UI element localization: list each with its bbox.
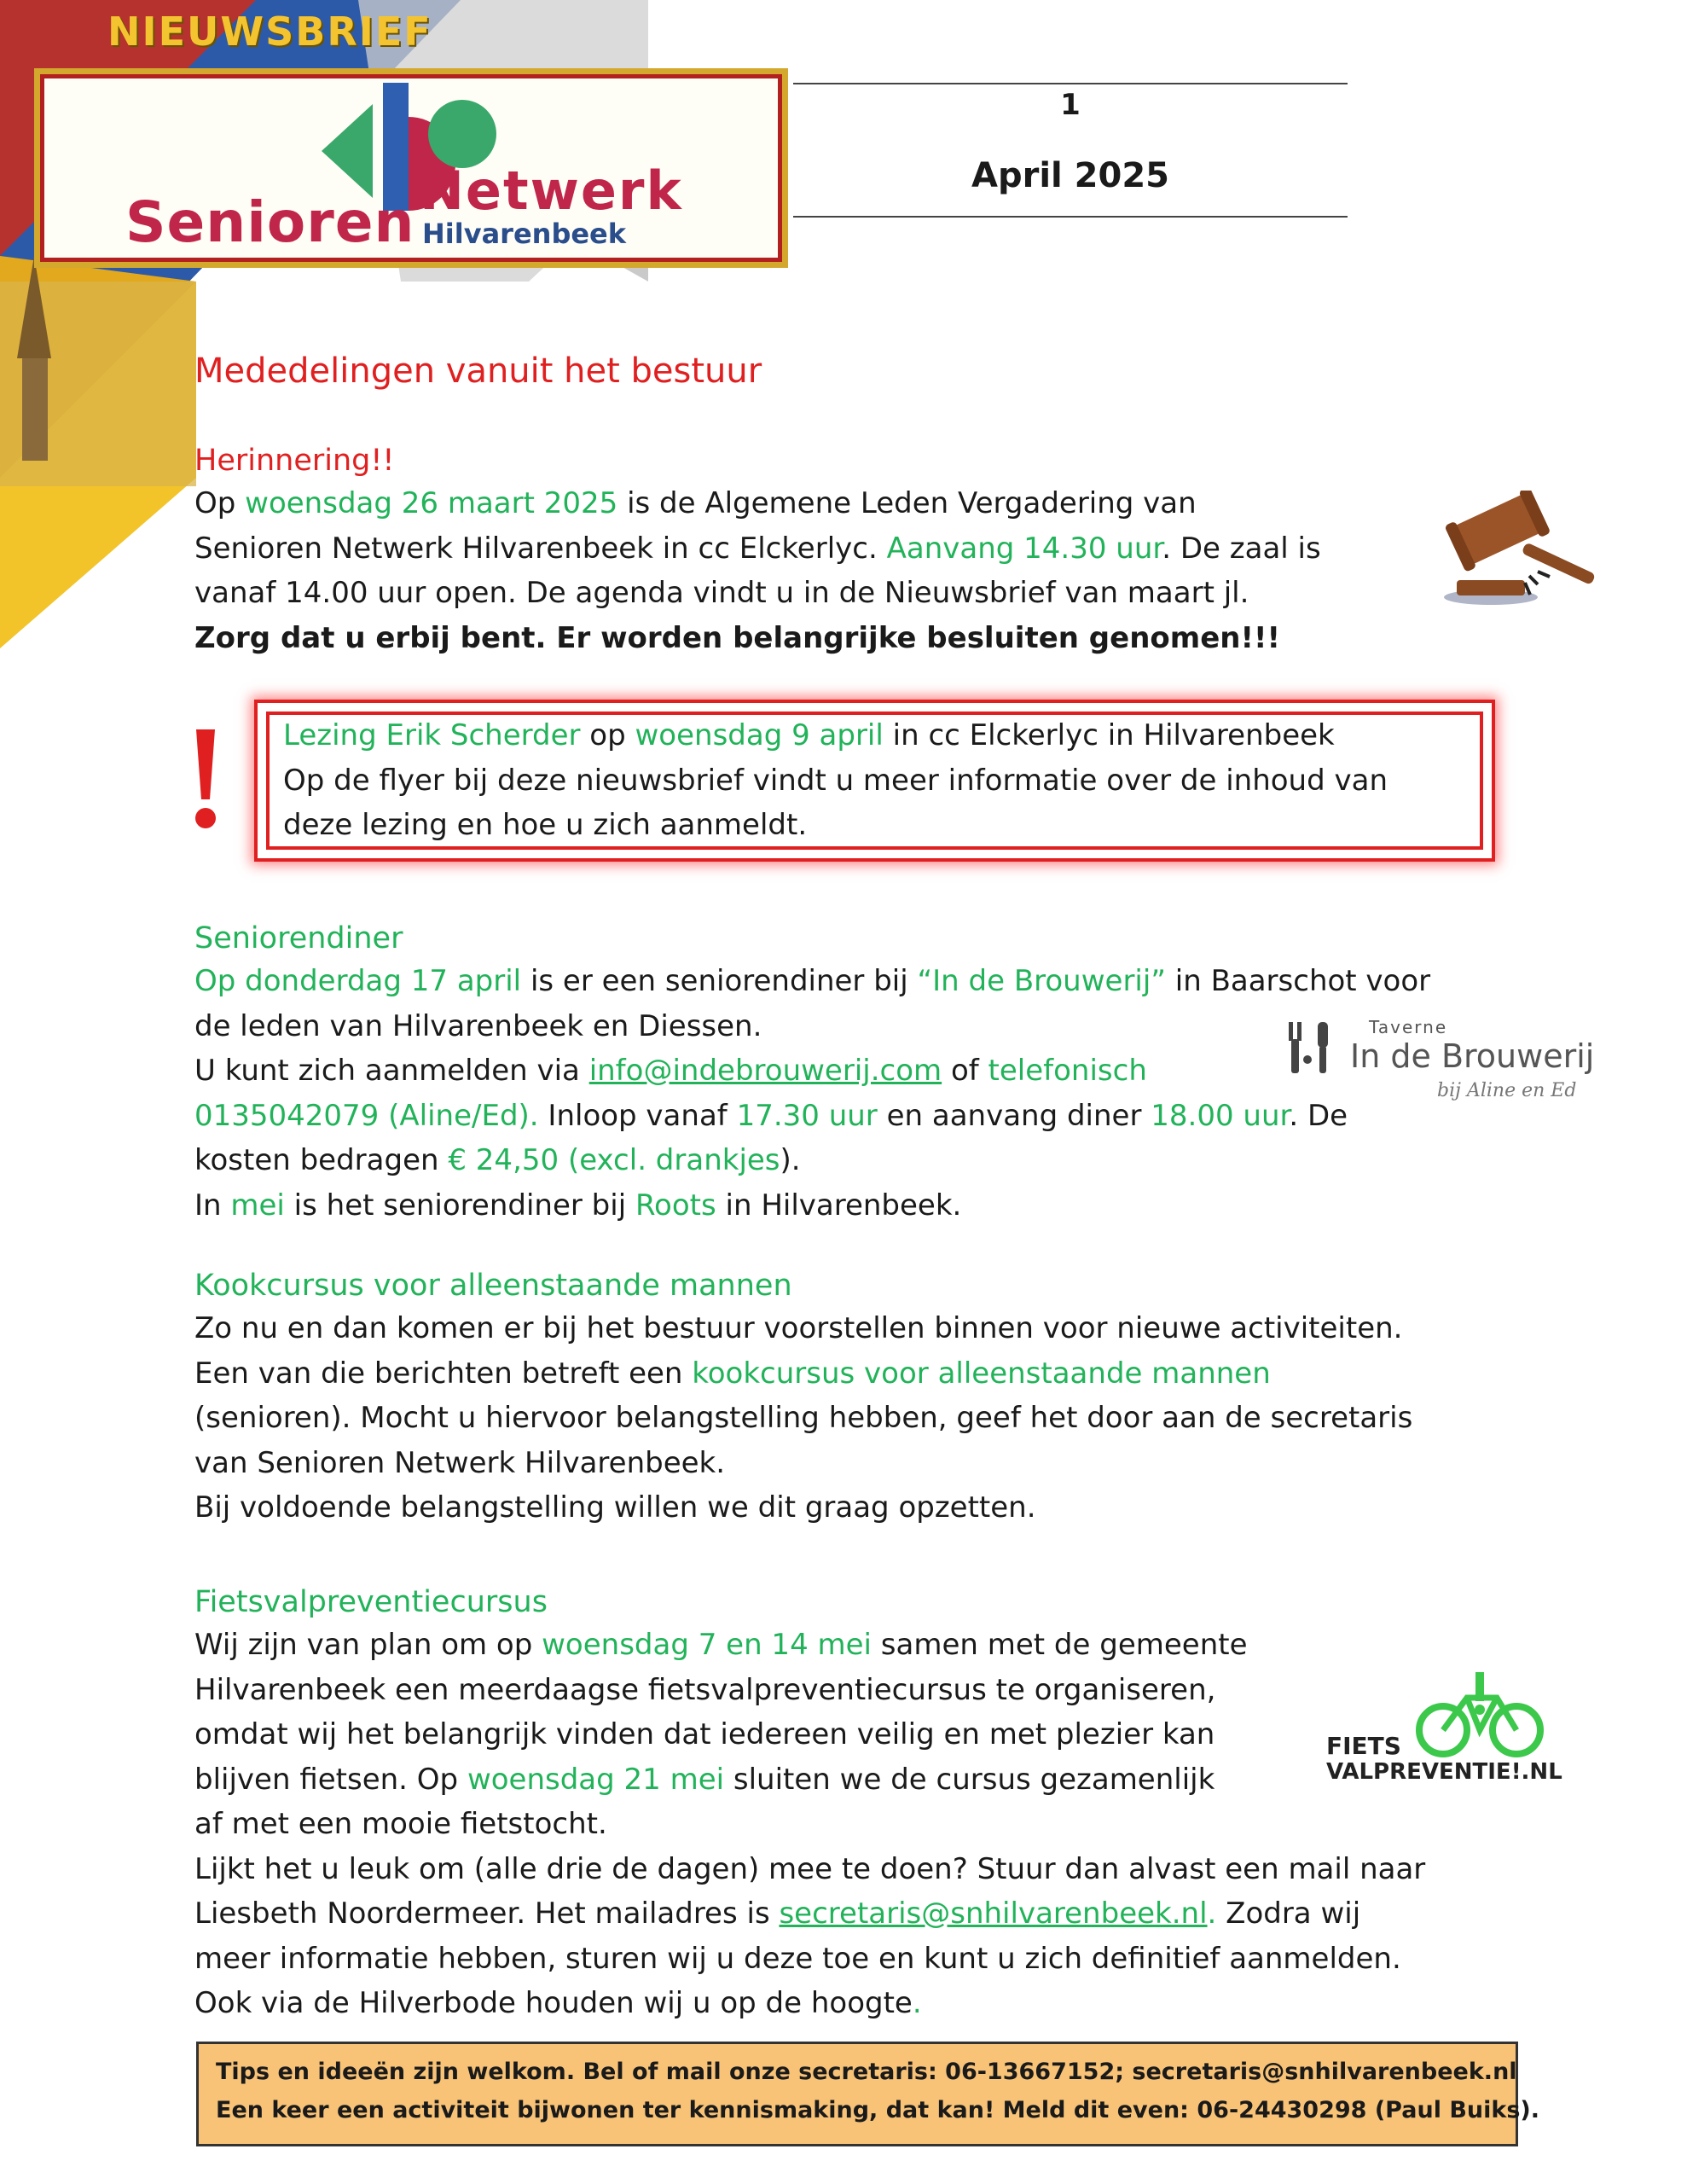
fork-knife-icon (1284, 1022, 1335, 1073)
fietsvalpreventie-logo (1326, 1672, 1599, 1792)
dinner-title: Seniorendiner (194, 921, 403, 956)
fiets-logo-top: FIETS (1326, 1732, 1401, 1760)
logo-word-netwerk: Netwerk (420, 160, 683, 222)
issue-number: 1 (1060, 88, 1081, 122)
cycling-title: Fietsvalpreventiecursus (194, 1585, 548, 1619)
issue-date: April 2025 (971, 156, 1169, 195)
reminder-text: Op woensdag 26 maart 2025 is de Algemene Leden Vergadering van Senioren Netwerk Hilvarenbeek in cc Elckerlyc. Aanvang 14.30 uur. De zaal is vanaf 14.00 uur open. De agenda vindt u in de Nieuwsbrief van maart jl. Zorg dat u erbij bent. Er worden belangrijke besluiten genomen!!! (194, 486, 1321, 655)
dinner-email-link[interactable]: info@indebrouwerij.com (588, 1054, 942, 1088)
fiets-logo-bottom: VALPREVENTIE!.NL (1326, 1759, 1562, 1785)
brouwerij-script: bij Aline en Ed (1437, 1080, 1577, 1101)
divider (793, 83, 1348, 84)
divider (793, 216, 1348, 218)
lecture-announcement (254, 700, 1495, 862)
dinner-text: Op donderdag 17 april is er een seniorendiner bij “In de Brouwerij” in Baarschot voor de leden van Hilvarenbeek en Diessen. U kunt zich aanmelden via info@indebrouwerij.com of telefonisch 0135042079 (Aline/Ed). Inloop vanaf 17.30 uur en aanvang diner 18.00 uur. De kosten bedragen € 24,50 (excl. drankjes). In mei is het seniorendiner bij Roots in Hilvarenbeek. (194, 964, 1431, 1223)
logo-word-senioren: Senioren (125, 189, 415, 255)
cooking-text: Zo nu en dan komen er bij het bestuur voorstellen binnen voor nieuwe activiteiten. Een van die berichten betreft een kookcursus voor alleenstaande mannen (senioren). Mocht u hiervoor belangstelling hebben, geef het door aan de secretaris van Senioren Netwerk Hilvarenbeek. Bij voldoende belangstelling willen we dit graag opzetten. (194, 1311, 1413, 1525)
lecture-text: Lezing Erik Scherder op woensdag 9 april in cc Elckerlyc in Hilvarenbeek Op de flyer bij deze nieuwsbrief vindt u meer informatie over de inhoud van deze lezing en hoe u zich aanmeldt. (283, 718, 1388, 842)
brouwerij-name: In de Brouwerij (1350, 1037, 1595, 1075)
exclamation-icon (189, 729, 222, 832)
cooking-title: Kookcursus voor alleenstaande mannen (194, 1269, 792, 1303)
page-title: Mededelingen vanuit het bestuur (194, 351, 762, 391)
reminder-title: Herinnering!! (194, 444, 395, 478)
secretary-email-link[interactable]: secretaris@snhilvarenbeek.nl (779, 1896, 1208, 1931)
newsletter-banner: NIEUWSBRIEF (107, 9, 432, 55)
tips-line-1: Tips en ideeën zijn welkom. Bel of mail onze secretaris: 06-13667152; secretaris@snhilvarenbeek.nl (216, 2059, 1517, 2085)
tips-box (196, 2042, 1540, 2146)
logo-place-name: Hilvarenbeek (422, 218, 627, 250)
issue-panel (793, 81, 1348, 218)
bicycle-icon (1416, 1672, 1544, 1757)
logo-panel (34, 68, 788, 268)
cycling-text: Wij zijn van plan om op woensdag 7 en 14 mei samen met de gemeente Hilvarenbeek een meerdaagse fietsvalpreventiecursus te organiseren, omdat wij het belangrijk vinden dat iedereen veilig en met plezier kan blijven fietsen. Op woensdag 21 mei sluiten we de cursus gezamenlijk af met een mooie fietstocht. Lijkt het u leuk om (alle drie de dagen) mee te doen? Stuur dan alvast een mail naar Liesbeth Noordermeer. Het mailadres is secretaris@snhilvarenbeek.nl. Zodra wij meer informatie hebben, sturen wij u deze toe en kunt u zich definitief aanmelden. Ook via de Hilverbode houden wij u op de hoogte. (194, 1628, 1426, 2020)
tips-line-2: Een keer een activiteit bijwonen ter kennismaking, dat kan! Meld dit even: 06-24430298 (Paul Buiks). (216, 2097, 1540, 2123)
gavel-icon (1440, 491, 1597, 610)
brouwerij-logo (1284, 1007, 1608, 1109)
brouwerij-small-text: Taverne (1369, 1017, 1448, 1037)
